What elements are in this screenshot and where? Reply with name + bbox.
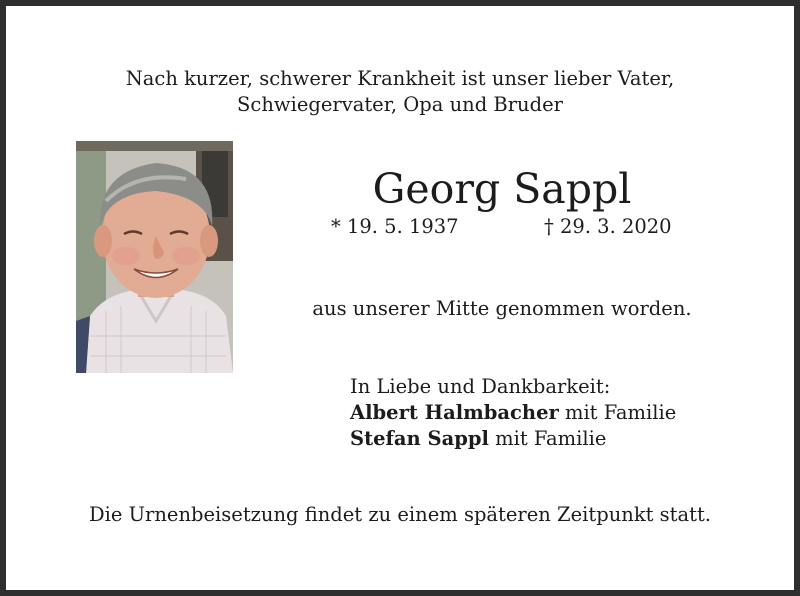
mourner-line bbox=[350, 426, 676, 452]
intro-line-2: Schwiegervater, Opa und Bruder bbox=[237, 93, 563, 116]
intro-text bbox=[6, 66, 794, 118]
thanks-heading: In Liebe und Dankbarkeit: bbox=[350, 375, 611, 398]
mourner-line bbox=[350, 400, 676, 426]
mourner-suffix: mit Familie bbox=[488, 427, 607, 450]
burial-notice: Die Urnenbeisetzung findet zu einem späteren Zeitpunkt statt. bbox=[88, 503, 712, 526]
portrait-photo bbox=[76, 141, 233, 373]
intro-line-1: Nach kurzer, schwerer Krankheit ist unser lieber Vater, bbox=[125, 67, 675, 90]
birth-date: * 19. 5. 1937 bbox=[331, 215, 459, 238]
mourner-name: Albert Halmbacher bbox=[350, 401, 559, 424]
mourner-name: Stefan Sappl bbox=[350, 427, 489, 450]
closing-text: aus unserer Mitte genommen worden. bbox=[312, 297, 692, 320]
deceased-name: Georg Sappl bbox=[372, 165, 632, 213]
death-date: † 29. 3. 2020 bbox=[544, 215, 672, 238]
mourner-suffix: mit Familie bbox=[558, 401, 677, 424]
mourners-block bbox=[350, 374, 676, 452]
